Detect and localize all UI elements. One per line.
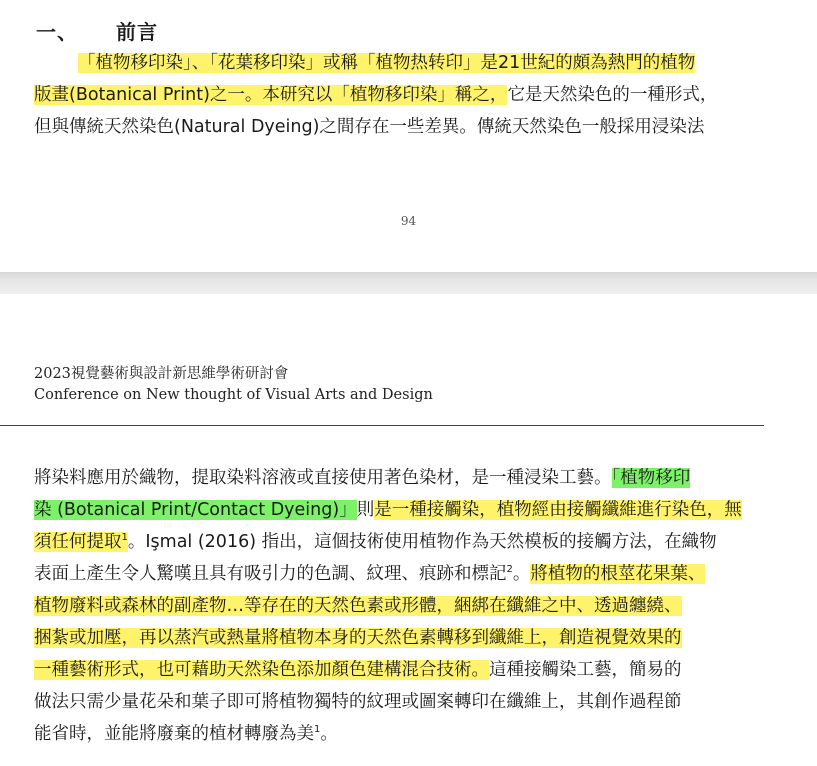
- plain-text: 能省時，並能將廢棄的植材轉廢為美: [34, 724, 314, 744]
- highlighted-text: 是一種接觸染，植物經由接觸纖維進行染色，無: [374, 500, 742, 520]
- plain-text: 。: [320, 724, 338, 744]
- text-line: [34, 526, 786, 558]
- highlighted-text: 植物廢料或森林的副產物…等存在的天然色素或形體，綑綁在纖維之中、透過纏繞、: [34, 596, 682, 616]
- page-number: 94: [400, 214, 417, 228]
- plain-text: 表面上產生令人驚嘆且具有吸引力的色調、紋理、痕跡和標記: [34, 564, 507, 584]
- page-separator: [0, 272, 817, 294]
- conference-title-en: Conference on New thought of Visual Arts and Design: [34, 387, 433, 403]
- highlighted-text: 「植物移印染」、「花葉移印染」或稱「植物热转印」是21世紀的頗為熱門的植物: [78, 53, 696, 73]
- text-line: [34, 590, 786, 622]
- plain-text: 但與傳統天然染色(Natural Dyeing)之間存在一些差異。傳統天然染色一般採用浸染法: [34, 117, 705, 137]
- text-line: [34, 494, 786, 526]
- highlighted-text: 版畫(Botanical Print)之一。本研究以「植物移印染」稱之，: [34, 85, 508, 105]
- text-line: [34, 47, 786, 79]
- plain-text: 。Işmal (2016) 指出，這個技術使用植物作為天然模板的接觸方法，在織物: [127, 532, 717, 552]
- footnote-ref: 1: [314, 724, 321, 736]
- plain-text: 這種接觸染工藝，簡易的: [489, 660, 682, 680]
- text-line: [34, 686, 786, 718]
- plain-text: 。: [512, 564, 531, 584]
- plain-text: 須任何提取: [34, 532, 122, 552]
- highlighted-text: [34, 532, 128, 552]
- text-line: [34, 111, 786, 143]
- intro-paragraph: [34, 47, 786, 143]
- text-line: [34, 558, 786, 590]
- plain-text: 它是天然染色的一種形式，: [507, 85, 718, 105]
- section-title: 前言: [116, 20, 158, 44]
- body-paragraph: [34, 462, 786, 750]
- text-line: [34, 462, 786, 494]
- footnote-ref: 1: [121, 532, 128, 544]
- highlighted-text: 一種藝術形式，也可藉助天然染色添加顏色建構混合技術。: [34, 660, 489, 680]
- highlighted-text-green: 「植物移印: [611, 468, 691, 488]
- plain-text: 做法只需少量花朵和葉子即可將植物獨特的紋理或圖案轉印在纖維上，其創作過程節: [34, 692, 682, 712]
- text-line: [34, 79, 786, 111]
- footnote-ref: 2: [506, 564, 513, 576]
- conference-header: [34, 364, 433, 406]
- header-rule: [0, 425, 764, 426]
- highlighted-text: 將植物的根莖花果葉、: [530, 564, 706, 584]
- text-line: [34, 718, 786, 750]
- text-line: [34, 654, 786, 686]
- plain-text: 則: [356, 500, 375, 520]
- section-heading: [36, 16, 158, 45]
- conference-title-zh: 2023視覺藝術與設計新思維學術研討會: [34, 366, 289, 382]
- section-number: 一、: [36, 20, 78, 44]
- plain-text: 將染料應用於織物，提取染料溶液或直接使用著色染材，是一種浸染工藝。: [34, 468, 612, 488]
- highlighted-text-green: 染 (Botanical Print/Contact Dyeing)」: [34, 500, 357, 520]
- text-line: [34, 622, 786, 654]
- highlighted-text: 捆紮或加壓，再以蒸汽或熱量將植物本身的天然色素轉移到纖維上，創造視覺效果的: [34, 628, 682, 648]
